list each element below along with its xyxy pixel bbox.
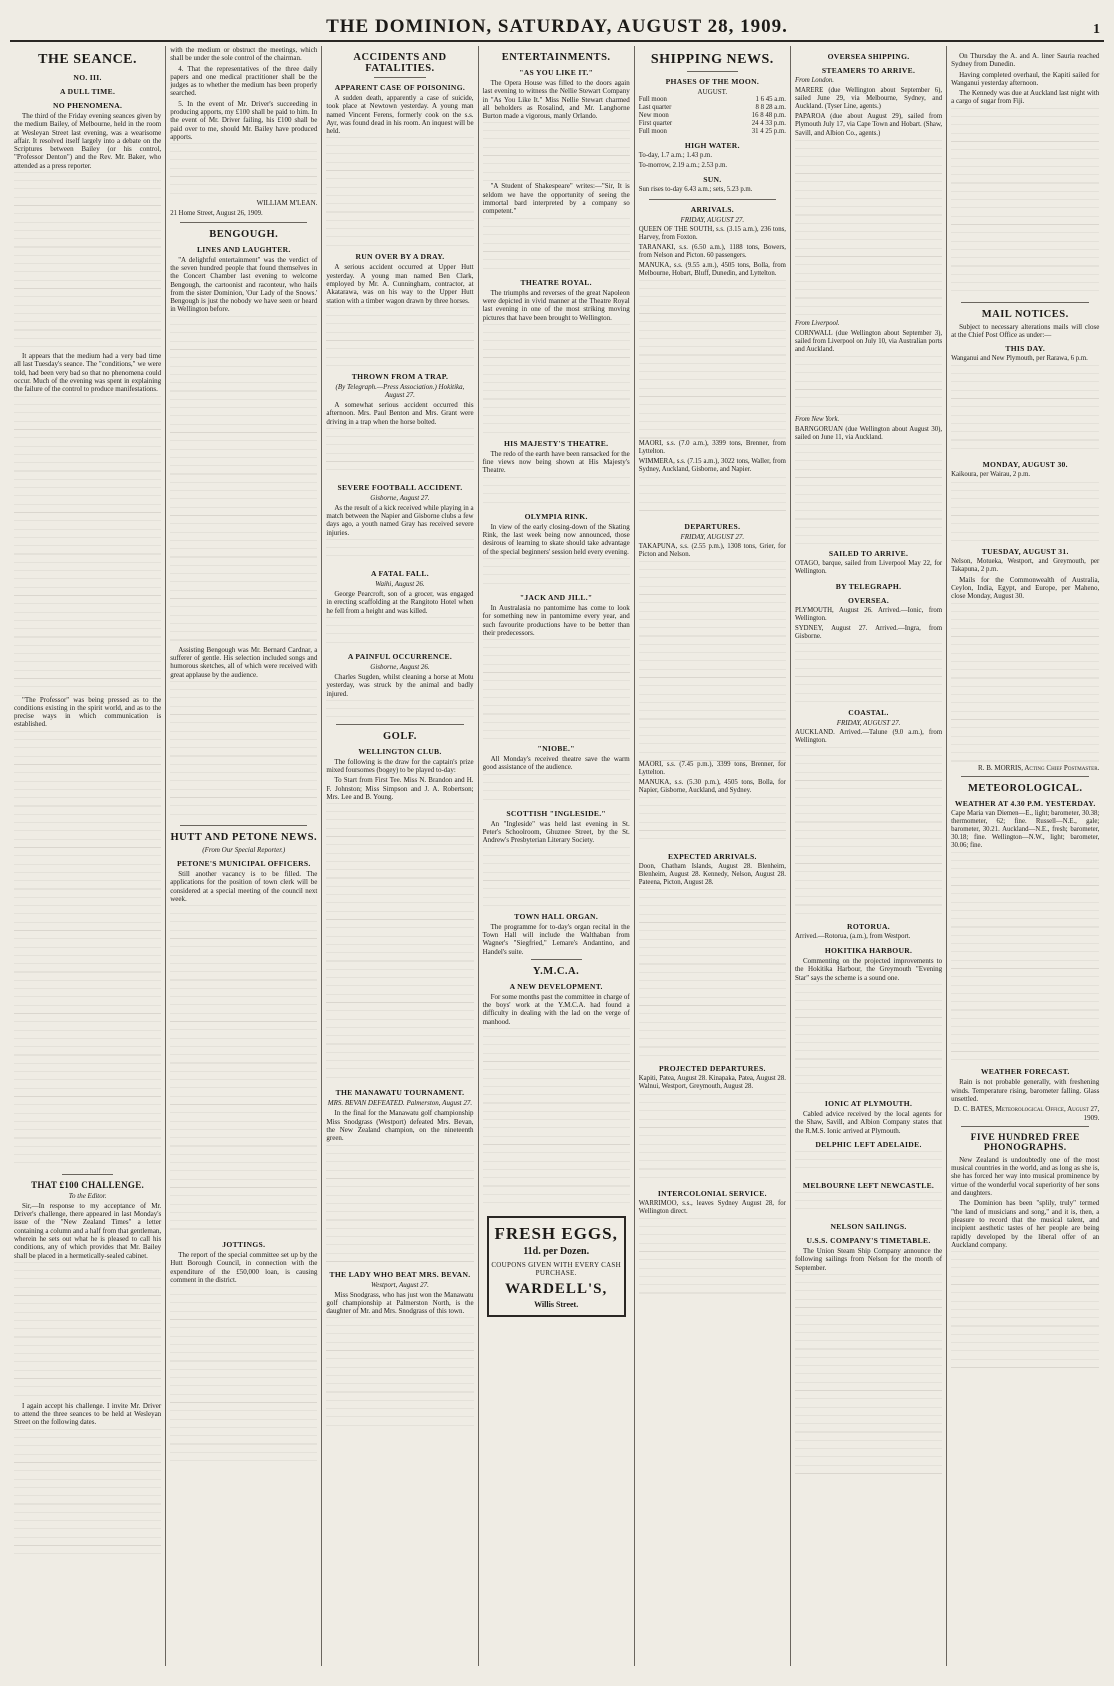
ad-wardells: WARDELL'S, <box>505 1280 608 1297</box>
dray-paragraph: A serious accident occurred at Upper Hutt yesterday. A young man named Ben Clark, employed by Mr. A. Cunningham, contractor, at Akatarawa, was on his way to the Upper Hutt station with a timber wagon drawn by three horses. <box>326 263 474 305</box>
mail-overseas-note: Mails for the Commonwealth of Australia, Ceylon, India, Egypt, and Europe, per Maheno, close Monday, August 30. <box>951 575 1100 601</box>
sailed-to-arrive-subhead: SAILED TO ARRIVE. <box>828 549 909 559</box>
hutt-petone-heading: HUTT AND PETONE NEWS. <box>170 831 318 843</box>
entertainments-heading: ENTERTAINMENTS. <box>501 52 611 63</box>
intercolonial-entry: WARRIMOO, s.s., leaves Sydney August 28, for Wellington direct. <box>638 1199 786 1215</box>
expected-arrivals-list: Doon, Chatham Islands, August 28. Blenheim, Blenheim, August 28. Kennedy, Nelson, August 28. Pateena, Picton, August 28. <box>638 863 786 887</box>
ad-fresh-eggs: FRESH EGGS, <box>494 1223 618 1243</box>
text-block <box>951 603 1099 763</box>
text-block <box>483 477 630 507</box>
dray-subhead: RUN OVER BY A DRAY. <box>355 252 445 262</box>
column-6 <box>791 46 947 1666</box>
seance-paragraph: It appears that the medium had a very bad time all last Tuesday's seance. The "conditions," we were told, had been very bad so that no phenomena could occur. Much of the evening was spent in explaining the failure of the control to produce manifestations. <box>14 352 162 394</box>
divider <box>961 302 1089 303</box>
mail-notices-intro: Subject to necessary alterations mails will close at the Chief Post Office as under:— <box>951 322 1100 340</box>
moon-time: 16 8 48 p.m. <box>751 112 786 120</box>
arrival-entry: WIMMERA, s.s. (7.15 a.m.), 3022 tons, Waller, from Sydney, Auckland, Gisborne, and Napier. <box>638 458 786 474</box>
by-telegraph-subhead: BY TELEGRAPH. <box>835 581 902 591</box>
text-block <box>795 1192 942 1217</box>
text-block <box>795 140 942 320</box>
text-block <box>639 280 786 440</box>
text-block <box>14 731 161 1171</box>
manawatu-paragraph: In the final for the Manawatu golf championship Miss Snodgrass (Westport) defeated Mrs. Bevan, the New Zealand champion, on the nineteenth green. <box>326 1109 474 1143</box>
ymca-subhead: A NEW DEVELOPMENT. <box>509 981 603 991</box>
columns <box>10 46 1104 1666</box>
this-day-subhead: THIS DAY. <box>1005 344 1046 354</box>
text-block <box>326 617 473 647</box>
nelson-sailings-subhead: NELSON SAILINGS. <box>830 1221 907 1231</box>
masthead-title: THE DOMINION, SATURDAY, AUGUST 28, 1909. <box>326 16 788 37</box>
arrivals-date: FRIDAY, AUGUST 27. <box>680 215 745 224</box>
text-block <box>483 324 630 434</box>
arrivals-subhead: ARRIVALS. <box>690 204 734 214</box>
weather-subhead: WEATHER AT 4.30 P.M. YESTERDAY. <box>954 798 1096 808</box>
postmaster-signature: R. B. MORRIS, Acting Chief Postmaster. <box>978 763 1100 772</box>
steamer-entry: MARERE (due Wellington about September 6), sailed June 29, via Melbourne, Sydney, and Auckland. (Tyser Line, agents.) <box>794 87 943 111</box>
text-block <box>170 905 317 1235</box>
seance-paragraph: "The Professor" was being pressed as to the conditions existing in the spirit world, and as to the precise ways in which communication is established. <box>14 695 162 729</box>
moon-time: 8 8 28 a.m. <box>755 104 786 112</box>
divider <box>531 959 582 960</box>
text-block <box>14 1429 161 1559</box>
as-you-like-it-subhead: "AS YOU LIKE IT." <box>519 68 594 77</box>
golf-heading: GOLF. <box>383 730 417 742</box>
text-block <box>639 797 786 847</box>
phonographs-paragraph: The Dominion has been "splily, truly" termed "the land of musicians and song," and it is, then, a pleasure to record that the musical talent, and incipient aesthetic tastes of her people are being rapidly developed by the liberal offer of an Auckland company. <box>951 1199 1100 1249</box>
text-block <box>639 561 786 761</box>
text-block <box>795 1151 942 1176</box>
moon-row <box>639 112 786 120</box>
sailing-entry: OTAGO, barque, sailed from Liverpool May 22, for Wellington. <box>794 560 943 576</box>
expected-arrivals-subhead: EXPECTED ARRIVALS. <box>667 852 757 862</box>
text-block <box>951 852 1099 1062</box>
as-you-like-it-letter: "A Student of Shakespeare" writes:—"Sir, It is seldom we have the opportunity of seeing the immortal bard interpreted by a company so competent." <box>482 182 630 216</box>
fatal-fall-paragraph: George Pearcroft, son of a grocer, was engaged in erecting scaffolding at the Rangitoto Hotel when he fell from a height and was killed. <box>326 590 474 615</box>
text-block <box>326 307 473 367</box>
bengough-paragraph: Assisting Bengough was Mr. Bernard Cardnar, a sufferer of gentle. His selection included songs and humorous sketches, all of which were received with great applause by the audience. <box>170 645 318 679</box>
divider <box>374 77 425 78</box>
ad-price: 11d. per Dozen. <box>523 1245 590 1257</box>
text-block <box>951 1251 1099 1371</box>
uss-paragraph: The Union Steam Ship Company announce the following sailings from Nelson for the month of September. <box>794 1246 943 1272</box>
text-block <box>483 122 630 182</box>
column-7 <box>947 46 1103 1666</box>
divider <box>336 724 463 725</box>
text-block <box>951 365 1099 455</box>
steamer-entry: BARNGORUAN (due Wellington about August 30), sailed on June 11, via Auckland. <box>794 426 943 442</box>
text-block <box>639 1094 786 1184</box>
fatal-fall-subhead: A FATAL FALL. <box>370 569 429 579</box>
mail-entry: Nelson, Motueka, Westport, and Greymouth, per Takapuna, 2 p.m. <box>951 557 1100 573</box>
painful-dateline: Gisborne, August 26. <box>370 662 430 671</box>
uss-timetable-subhead: U.S.S. COMPANY'S TIMETABLE. <box>806 1235 931 1245</box>
divider <box>180 222 307 223</box>
telegraph-entry: PLYMOUTH, August 26. Arrived.—Ionic, from Wellington. <box>794 606 943 622</box>
seance-subhead-2: NO PHENOMENA. <box>52 101 123 110</box>
divider <box>687 71 738 72</box>
jack-and-jill-subhead: "JACK AND JILL." <box>519 592 593 602</box>
football-subhead: SEVERE FOOTBALL ACCIDENT. <box>337 482 463 492</box>
hokitika-harbour-subhead: HOKITIKA HARBOUR. <box>824 946 913 956</box>
text-block <box>14 172 161 352</box>
divider <box>62 1174 113 1175</box>
text-block <box>639 889 786 1059</box>
seance-number: NO. III. <box>73 73 102 82</box>
accidents-heading: ACCIDENTS AND FATALITIES. <box>353 52 447 74</box>
moon-phase: Full moon <box>638 96 667 104</box>
projected-departures-subhead: PROJECTED DEPARTURES. <box>658 1064 766 1074</box>
divider <box>961 1126 1089 1127</box>
text-block <box>326 803 473 1083</box>
jottings-paragraph: The report of the special committee set up by the Hutt Borough Council, in connection with the expenditure of the £50,000 loan, is causing comment in the district. <box>170 1251 318 1284</box>
olympia-subhead: OLYMPIA RINK. <box>524 511 588 521</box>
fatal-fall-dateline: Waihi, August 26. <box>375 580 425 589</box>
origin-new-york: From New York. <box>794 416 840 424</box>
mail-entry: Wanganui and New Plymouth, per Rarawa, 6 p.m. <box>951 355 1088 363</box>
golf-paragraph: The following is the draw for the captain's prize mixed foursomes (bogey) to be played to-day: <box>326 757 474 775</box>
painful-paragraph: Charles Sugden, whilst cleaning a horse at Motu yesterday, was struck by the animal and badly injured. <box>326 672 474 698</box>
text-block <box>795 1274 942 1474</box>
delphic-subhead: DELPHIC LEFT ADELAIDE. <box>815 1139 922 1149</box>
moon-row <box>639 128 786 136</box>
poisoning-subhead: APPARENT CASE OF POISONING. <box>334 83 466 92</box>
challenge-paragraph: Sir,—In response to my acceptance of Mr. Driver's challenge, there appeared in last Monday's issue of the "New Zealand Times" a letter containing a column and a half from that gentleman, wherein he sets out what he is pleased to call his conditions, any of which provides that Mr. Bailey shall be placed in a hermetically-sealed cabinet. <box>14 1201 162 1260</box>
mail-notices-heading: MAIL NOTICES. <box>981 308 1069 320</box>
shipping-note: On Thursday the A. and A. liner Sauria reached Sydney from Dunedin. <box>951 52 1100 69</box>
niobe-paragraph: All Monday's received theatre save the warm good assistance of the audience. <box>482 755 630 772</box>
lady-paragraph: Miss Snodgrass, who has just won the Manawatu golf championship at Palmerston North, is the daughter of Mr. and Mrs. Snodgrass of this town. <box>326 1290 474 1316</box>
painful-subhead: A PAINFUL OCCURRENCE. <box>347 651 453 661</box>
moon-time: 31 4 25 p.m. <box>751 128 786 136</box>
theatre-royal-paragraph: The triumphs and reverses of the great Napoleon were depicted in vivid manner at the Theatre Royal last evening in one of the most striking moving pictures that have been brought to Wellington. <box>482 288 630 322</box>
text-block <box>483 1028 630 1208</box>
steamer-entry: CORNWALL (due Wellington about September 3), sailed from Liverpool on July 10, via Australian ports and Auckland. <box>794 329 943 353</box>
text-block <box>326 428 473 478</box>
phonographs-heading: FIVE HUNDRED FREE PHONOGRAPHS. <box>970 1132 1080 1153</box>
trap-subhead: THROWN FROM A TRAP. <box>351 371 449 381</box>
text-block <box>14 396 161 696</box>
rotorua-entry: Arrived.—Rotorua, (a.m.), from Westport. <box>794 933 911 941</box>
meteorological-heading: METEOROLOGICAL. <box>967 782 1083 794</box>
departure-entry: MAORI, s.s. (7.45 p.m.), 3399 tons, Brenner, for Lyttelton. <box>638 760 786 776</box>
manawatu-subhead: THE MANAWATU TOURNAMENT. <box>335 1088 465 1098</box>
text-block <box>170 681 317 821</box>
challenge-subhead: To the Editor. <box>68 1191 107 1200</box>
moon-table <box>639 96 786 136</box>
monday-subhead: MONDAY, AUGUST 30. <box>982 460 1068 470</box>
text-block <box>170 143 317 198</box>
text-block <box>795 356 942 416</box>
text-block <box>170 1286 317 1466</box>
arrival-entry: TARANAKI, s.s. (6.50 a.m.), 1188 tons, Bowers, from Nelson and Picton. 60 passengers. <box>638 243 786 259</box>
arrival-entry: MAORI, s.s. (7.0 a.m.), 3399 tons, Brenner, from Lyttelton. <box>638 440 786 456</box>
moon-phase: Last quarter <box>638 104 672 112</box>
departures-date: FRIDAY, AUGUST 27. <box>680 532 745 541</box>
jack-and-jill-paragraph: In Australasia no pantomime has come to look for something new in pantomime every year, and such favourite productions have to be better than their predecessors. <box>482 603 630 637</box>
challenge-condition: 5. In the event of Mr. Driver's succeeding in producing apports, my £100 shall be paid to him. In the event of Mr. Driver failing, his £100 shall be paid over to me, should Mr. Bailey have produced apports. <box>170 99 318 141</box>
rotorua-subhead: ROTORUA. <box>847 922 891 932</box>
tuesday-subhead: TUESDAY, AUGUST 31. <box>981 546 1069 556</box>
masthead <box>10 8 1104 42</box>
moon-phase: New moon <box>638 112 669 120</box>
text-block <box>795 643 942 703</box>
tide-today: To-day, 1.7 a.m.; 1.43 p.m. <box>638 152 713 160</box>
bengough-subhead: LINES AND LAUGHTER. <box>196 244 291 254</box>
town-hall-organ-paragraph: The programme for to-day's organ recital in the Town Hall will include the Walthaban from Wagner's "Siegfried," Lemare's Andantino, and Handel's suite. <box>482 922 630 956</box>
forecast-subhead: WEATHER FORECAST. <box>980 1067 1070 1077</box>
petone-subhead: PETONE'S MUNICIPAL OFFICERS. <box>176 858 311 868</box>
football-dateline: Gisborne, August 27. <box>370 493 430 502</box>
ingleside-paragraph: An "Ingleside" was held last evening in St. Peter's Schoolroom, Ghuznee Street, by the St. Andrew's Presbyterian Literary Society. <box>482 819 630 845</box>
sun-subhead: SUN. <box>703 175 722 185</box>
his-majestys-subhead: HIS MAJESTY'S THEATRE. <box>503 438 609 448</box>
text-block <box>795 444 942 544</box>
shipping-note: Having completed overhaul, the Kapiti sailed for Wanganui yesterday afternoon. <box>951 70 1100 87</box>
text-block <box>483 847 630 907</box>
origin-liverpool: From Liverpool. <box>794 319 840 327</box>
jottings-subhead: JOTTINGS. <box>222 1240 266 1250</box>
ad-coupons: COUPONS GIVEN WITH EVERY CASH PURCHASE. <box>491 1260 621 1277</box>
trap-paragraph: A somewhat serious accident occurred this afternoon. Mrs. Paul Benton and Mrs. Grant were driving in a trap when the horse bolted. <box>326 400 474 426</box>
theatre-royal-subhead: THEATRE ROYAL. <box>520 277 592 287</box>
olympia-paragraph: In view of the early closing-down of the Skating Rink, the last week being now announced, those desirous of learning to skate should take advantage of the special beginners' session held every evening. <box>482 522 630 556</box>
arrival-entry: QUEEN OF THE SOUTH, s.s. (3.15 a.m.), 236 tons, Harvey, from Foxton. <box>638 225 786 241</box>
ymca-heading: Y.M.C.A. <box>533 965 580 977</box>
divider <box>180 825 307 826</box>
text-block <box>483 774 630 804</box>
moon-time: 24 4 33 p.m. <box>751 120 786 128</box>
coastal-subhead: COASTAL. <box>848 707 889 717</box>
text-block <box>326 1317 473 1427</box>
tide-tomorrow: To-morrow, 2.19 a.m.; 2.53 p.m. <box>638 162 728 170</box>
ionic-subhead: IONIC AT PLYMOUTH. <box>824 1099 913 1109</box>
oversea-shipping-subhead: OVERSEA SHIPPING. <box>827 52 910 61</box>
text-block <box>483 639 630 739</box>
moon-subhead: PHASES OF THE MOON. <box>665 77 760 86</box>
arrival-entry: MANUKA, s.s. (9.55 a.m.), 4505 tons, Bolla, from Melbourne, Hobart, Bluff, Dunedin, and Lyttelton. <box>638 261 786 278</box>
trap-dateline: (By Telegraph.—Press Association.) Hokitika, August 27. <box>335 382 465 399</box>
seance-heading: THE SEANCE. <box>38 52 138 67</box>
text-block <box>326 1145 473 1265</box>
as-you-like-it-paragraph: The Opera House was filled to the doors again last evening to witness the Nellie Stewart Company in "As You Like It." Miss Nellie Stewart charmed all beholders as Rosalind, and Mr. Langhorne Burton made a vigorous, manly Orlando. <box>482 79 630 121</box>
moon-month: AUGUST. <box>697 88 728 96</box>
steamers-to-arrive-subhead: STEAMERS TO ARRIVE. <box>821 66 916 75</box>
shipping-note: The Kennedy was due at Auckland last night with a cargo of sugar from Fiji. <box>951 89 1100 106</box>
town-hall-organ-subhead: TOWN HALL ORGAN. <box>514 911 599 921</box>
melbourne-subhead: MELBOURNE LEFT NEWCASTLE. <box>802 1180 935 1190</box>
coastal-entry: AUCKLAND. Arrived.—Talune (9.0 a.m.), from Wellington. <box>794 728 943 744</box>
telegraph-entry: SYDNEY, August 27. Arrived.—Ingra, from Gisborne. <box>794 624 943 640</box>
text-block <box>639 477 786 517</box>
departure-entry: MANUKA, s.s. (5.30 p.m.), 4505 tons, Bolla, for Napier, Gisborne, Auckland, and Sydney. <box>638 778 786 794</box>
text-block <box>951 108 1099 298</box>
ymca-paragraph: For some months past the committee in charge of the boys' work at the Y.M.C.A. had found a difficulty in dealing with the lad on the verge of manhood. <box>482 992 630 1026</box>
departures-subhead: DEPARTURES. <box>684 521 741 531</box>
hutt-petone-byline: (From Our Special Reporter.) <box>202 845 286 854</box>
football-paragraph: As the result of a kick received while playing in a match between the Napier and Gisborne clubs a few days ago, a youth named Gray has received severe injuries. <box>326 503 474 537</box>
column-5 <box>635 46 791 1666</box>
column-2 <box>166 46 322 1666</box>
golf-draw: To Start from First Tee. Miss N. Brandon and H. F. Johnston; Miss Simpson and J. A. Robertson; Mrs. Lee and B. Young. <box>326 776 474 802</box>
seance-paragraph: The third of the Friday evening seances given by the medium Bailey, of Melbourne, held in the room at Wesleyan Street last evening, was a wearisome affair. It resolved itself largely into a debate on the Scriptures between Bailey (or his control, "Professor Denton") and the Rev. Mr. Baker, who attended as a press reporter. <box>14 112 162 170</box>
weather-reports: Cape Maria van Diemen—E., light; barometer, 30.38; thermometer, 62; fine. Russell—N.E., gale; barometer, 30.21. Auckland—N.E., fresh; barometer, 30.18; fine. Wellington—N.W., light; barometer, 30.06; fine. <box>951 809 1100 850</box>
seance-subhead-1: A DULL TIME. <box>60 87 116 96</box>
steamer-entry: PAPAROA (due about August 29), sailed from Plymouth July 17, via Cape Town and Hobart. (Shaw, Savill, and Albion Co., agents.) <box>794 113 943 137</box>
coastal-date: FRIDAY, AUGUST 27. <box>836 718 901 727</box>
departure-entry: TAKAPUNA, s.s. (2.55 p.m.), 1308 tons, Grier, for Picton and Nelson. <box>638 542 786 558</box>
origin-london: From London. <box>794 77 834 84</box>
niobe-subhead: "NIOBE." <box>537 744 575 754</box>
moon-phase: Full moon <box>638 128 667 136</box>
text-block <box>326 137 473 247</box>
intercolonial-subhead: INTERCOLONIAL SERVICE. <box>657 1188 767 1198</box>
text-block <box>483 218 630 273</box>
signature: WILLIAM M'LEAN. <box>256 199 318 208</box>
meteorologist-signature: D. C. BATES, Meteorological Office, August 27, 1909. <box>954 1105 1100 1122</box>
challenge-paragraph: I again accept his challenge. I invite Mr. Driver to attend the three seances to be held at Wesleyan Street on the following dates. <box>14 1401 162 1427</box>
ad-street: Willis Street. <box>534 1299 579 1309</box>
text-block <box>639 1218 786 1298</box>
sun-times: Sun rises to-day 6.43 a.m.; sets, 5.23 p.m. <box>638 186 753 194</box>
petone-paragraph: Still another vacancy is to be filled. The applications for the position of town clerk will be considered at a special meeting of the council next week. <box>170 869 318 903</box>
moon-row <box>639 104 786 112</box>
mail-entry: Kaikoura, per Wairau, 2 p.m. <box>951 471 1031 479</box>
high-water-subhead: HIGH WATER. <box>684 141 740 151</box>
column-4 <box>479 46 635 1666</box>
divider <box>961 776 1089 777</box>
text-block <box>326 700 473 720</box>
divider <box>649 199 776 200</box>
shipping-heading: SHIPPING NEWS. <box>650 52 774 67</box>
text-block <box>795 984 942 1094</box>
manawatu-dateline: MRS. BEVAN DEFEATED. Palmerston, August 27. <box>327 1099 473 1108</box>
bengough-paragraph: "A delightful entertainment" was the verdict of the seven hundred people that found themselves in the Concert Chamber last evening to welcome Bengough, the cartoonist and raconteur, who hails from the sister Dominion, 'Our Lady of the Snows.' Bengough is just the nobody we have seen or heard in Wellington before. <box>170 255 318 314</box>
column-1 <box>10 46 166 1666</box>
challenge-continued: with the medium or obstruct the meetings, which shall be under the sole control of the chairman. <box>170 46 318 63</box>
challenge-heading: THAT £100 CHALLENGE. <box>31 1179 145 1190</box>
text-block <box>14 1262 161 1402</box>
ingleside-subhead: SCOTTISH "INGLESIDE." <box>506 808 606 818</box>
golf-club-subhead: WELLINGTON CLUB. <box>358 746 442 756</box>
oversea-subhead: OVERSEA. <box>848 595 890 605</box>
challenge-condition: 4. That the representatives of the three daily papers and one medical practitioner shall be the judges as to whether the medium has been properly searched. <box>170 64 318 98</box>
moon-row <box>639 120 786 128</box>
projected-departures-list: Kapiti, Patea, August 28. Kinapaka, Patea, August 28. Walnui, Westport, Greymouth, August 28. <box>638 1075 786 1091</box>
text-block <box>170 316 317 646</box>
signature-address: 21 Home Street, August 26, 1909. <box>170 209 263 217</box>
his-majestys-paragraph: The redo of the earth have been ransacked for the fine views now being shown at His Majesty's Theatre. <box>482 449 630 475</box>
ionic-paragraph: Cabled advice received by the local agents for the Shaw, Savill, and Albion Company states that the R.M.S. Ionic arrived at Plymouth. <box>794 1110 943 1135</box>
lady-dateline: Westport, August 27. <box>370 1280 429 1289</box>
newspaper-page <box>10 8 1104 1668</box>
page-number: 1 <box>1093 22 1100 37</box>
moon-phase: First quarter <box>638 120 673 128</box>
bengough-heading: BENGOUGH. <box>209 228 279 240</box>
lady-subhead: THE LADY WHO BEAT MRS. BEVAN. <box>329 1269 471 1279</box>
moon-time: 1 6 45 a.m. <box>755 96 786 104</box>
forecast-paragraph: Rain is not probable generally, with freshening winds. Temperature rising, barometer falling. Glass unsettled. <box>951 1078 1100 1103</box>
text-block <box>483 558 630 588</box>
hokitika-paragraph: Commenting on the projected improvements to the Hokitika Harbour, the Greymouth "Evening Star" says the scheme is a sound one. <box>794 957 943 982</box>
wardells-advertisement <box>487 1216 626 1317</box>
poisoning-paragraph: A sudden death, apparently a case of suicide, took place at Newtown yesterday. A young man named Vincent Ferens, formerly cook on the s.s. Ayr, was found dead in his room. An inquest will be held. <box>326 94 474 136</box>
text-block <box>795 747 942 917</box>
moon-row <box>639 96 786 104</box>
phonographs-paragraph: New Zealand is undoubtedly one of the most musical countries in the world, and as long as she is, she has forced her way into musical prominence by virtue of the wonderful vocal superiority of her sons and daughters. <box>951 1155 1100 1198</box>
text-block <box>326 539 473 564</box>
text-block <box>951 482 1099 542</box>
column-3 <box>322 46 478 1666</box>
